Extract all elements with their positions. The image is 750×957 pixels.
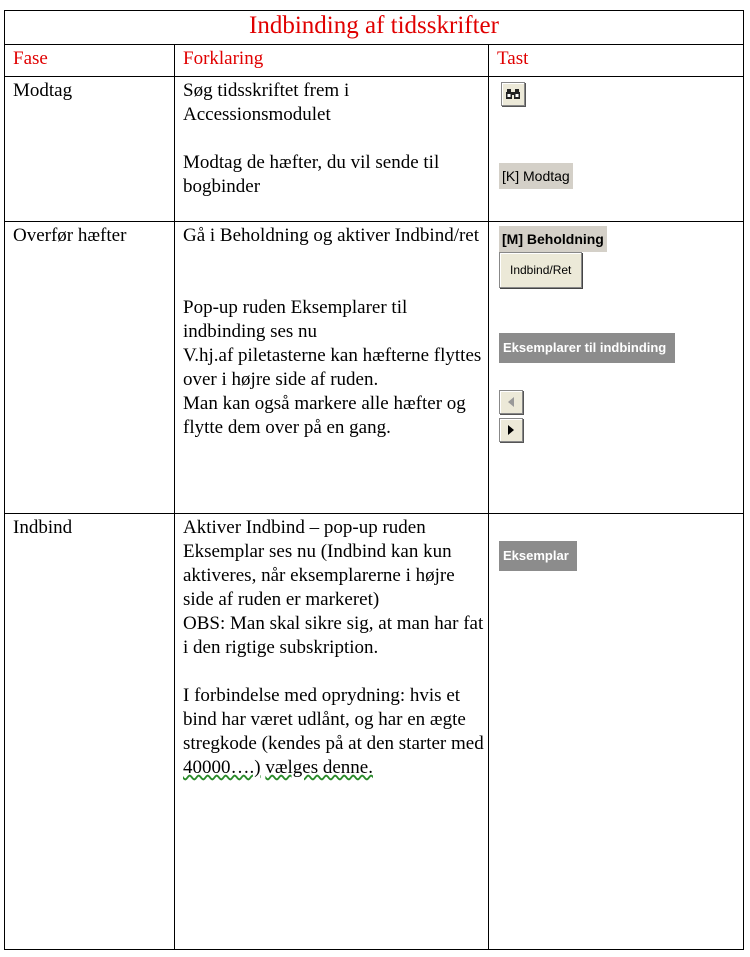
paragraph: Man kan også markere alle hæfter og flytte dem over på en gang.: [183, 393, 466, 438]
copies-window-title: Eksemplarer til indbinding: [499, 333, 675, 363]
header-key-label: Tast: [497, 48, 529, 69]
binoculars-icon[interactable]: [501, 82, 525, 106]
document-title: Indbinding af tidsskrifter: [5, 11, 744, 45]
keys-overfoer: [489, 222, 744, 514]
paragraph: Søg tidsskriftet frem i Accessionsmodulet: [183, 80, 350, 125]
paragraph: Pop-up ruden Eksemplarer til indbinding ses nu: [183, 297, 408, 342]
table-row: [5, 222, 744, 514]
header-explanation-label: Forklaring: [183, 48, 264, 69]
header-explanation: [175, 45, 489, 77]
paragraph: OBS: Man skal sikre sig, at man har fat i den rigtige subskription.: [183, 613, 484, 658]
text-span: vælges denne.: [265, 757, 373, 778]
arrow-left-icon[interactable]: [499, 390, 523, 414]
paragraph: Gå i Beholdning og aktiver Indbind/ret: [183, 225, 480, 246]
phase-overfoer: Overfør hæfter: [13, 225, 127, 246]
arrow-right-icon[interactable]: [499, 418, 523, 442]
paragraph: [183, 684, 484, 780]
header-phase: [5, 45, 175, 77]
keys-modtag: [489, 77, 744, 222]
phase-modtag: Modtag: [13, 80, 73, 101]
paragraph: Aktiver Indbind – pop-up ruden Eksemplar ses nu (Indbind kan kun aktiveres, når eksemplarerne i højre side af ruden er markeret): [183, 517, 455, 610]
receive-button[interactable]: [K] Modtag: [499, 163, 573, 189]
paragraph: Modtag de hæfter, du vil sende til bogbinder: [183, 152, 440, 197]
phase-indbind: Indbind: [13, 517, 73, 538]
bind-button[interactable]: Indbind/Ret: [499, 252, 582, 288]
instruction-table: [4, 10, 744, 950]
holdings-tab[interactable]: [M] Beholdning: [499, 226, 607, 252]
header-phase-label: Fase: [13, 48, 48, 69]
barcode-prefix: 40000….): [183, 757, 261, 778]
table-row: [5, 514, 744, 950]
paragraph: V.hj.af piletasterne kan hæfterne flyttes over i højre side af ruden.: [183, 345, 482, 390]
copy-window-title: Eksemplar: [499, 541, 577, 571]
keys-indbind: [489, 514, 744, 950]
explanation-indbind: [175, 514, 488, 780]
text-span: I forbindelse med oprydning: hvis et bind har været udlånt, og har en ægte stregkode (kendes på at den starter med: [183, 685, 484, 754]
table-row: [5, 77, 744, 222]
explanation-modtag: [175, 77, 488, 199]
header-key: [489, 45, 744, 77]
explanation-overfoer: [175, 222, 488, 440]
